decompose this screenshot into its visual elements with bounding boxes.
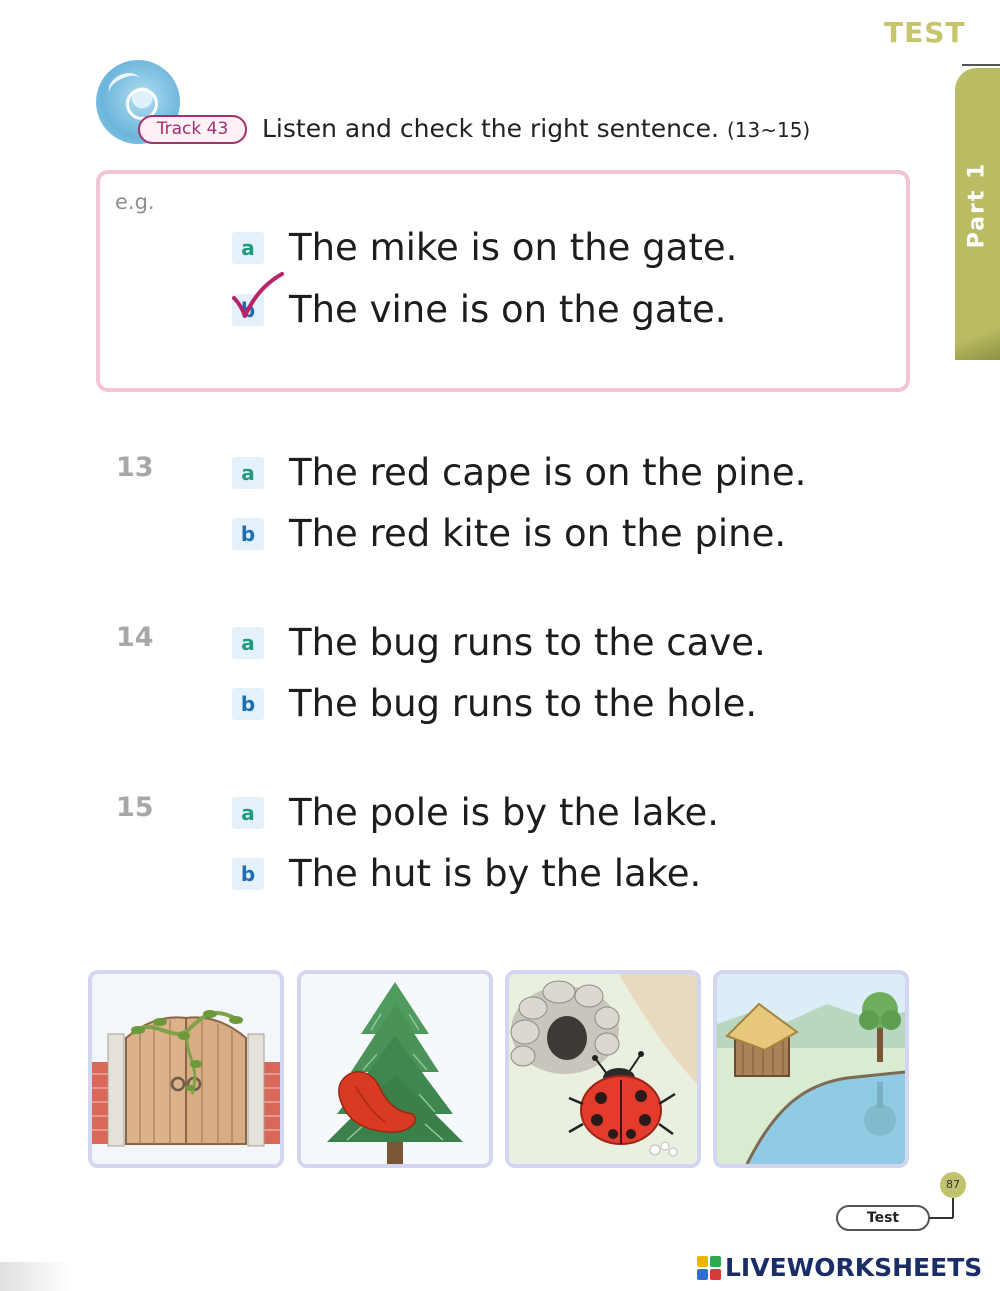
page-number: 87 — [940, 1172, 966, 1198]
q13-option-b-letter[interactable]: b — [232, 518, 264, 550]
bug-cave-picture — [505, 970, 701, 1168]
q13-option-b-text: The red kite is on the pine. — [289, 512, 787, 555]
liveworksheets-logo[interactable] — [697, 1253, 982, 1282]
q14-option-b-text: The bug runs to the hole. — [289, 682, 758, 725]
scan-artifact — [0, 1262, 70, 1291]
page-connector-horizontal — [928, 1217, 953, 1219]
brand-grid-icon — [697, 1256, 721, 1280]
cape-pine-illustration — [301, 974, 489, 1164]
q14-option-b-letter[interactable]: b — [232, 688, 264, 720]
check-mark-icon — [228, 272, 288, 322]
example-option-b-letter[interactable]: b — [232, 294, 264, 326]
q14-option-a-text: The bug runs to the cave. — [289, 621, 766, 664]
gate-vine-illustration — [92, 974, 280, 1164]
brand-name: LIVEWORKSHEETS — [725, 1253, 983, 1282]
question-15-number: 15 — [116, 792, 154, 823]
question-14-number: 14 — [116, 622, 154, 653]
part-label: Part 1 — [964, 161, 990, 249]
hut-lake-picture — [713, 970, 909, 1168]
hut-lake-illustration — [717, 974, 905, 1164]
instruction — [262, 114, 810, 143]
test-header: TEST — [884, 16, 966, 49]
instruction-text: Listen and check the right sentence. — [262, 114, 720, 143]
bug-cave-illustration — [509, 974, 697, 1164]
cape-pine-picture — [297, 970, 493, 1168]
example-label: e.g. — [115, 190, 155, 214]
q14-option-a-letter[interactable]: a — [232, 627, 264, 659]
header-divider — [962, 64, 1000, 66]
example-box — [96, 170, 910, 392]
q15-option-a-text: The pole is by the lake. — [289, 791, 720, 834]
track-badge[interactable]: Track 43 — [138, 115, 247, 144]
example-option-a-letter[interactable]: a — [232, 232, 264, 264]
q15-option-a-letter[interactable]: a — [232, 797, 264, 829]
q13-option-a-text: The red cape is on the pine. — [289, 451, 807, 494]
q13-option-a-letter[interactable]: a — [232, 457, 264, 489]
page-connector — [952, 1198, 954, 1218]
q15-option-b-text: The hut is by the lake. — [289, 852, 702, 895]
example-option-b-text: The vine is on the gate. — [289, 288, 727, 331]
question-range: (13~15) — [726, 118, 811, 142]
example-option-a-text: The mike is on the gate. — [289, 226, 738, 269]
section-footer-label: Test — [836, 1205, 930, 1231]
gate-vine-picture — [88, 970, 284, 1168]
q15-option-b-letter[interactable]: b — [232, 858, 264, 890]
question-13-number: 13 — [116, 452, 154, 483]
